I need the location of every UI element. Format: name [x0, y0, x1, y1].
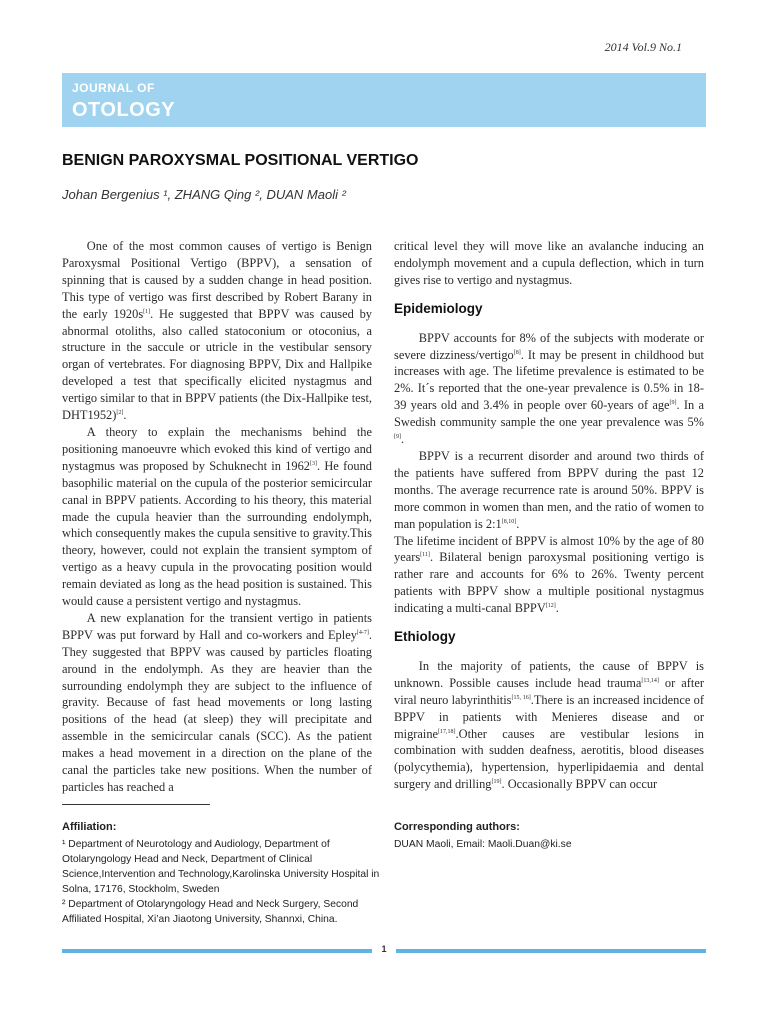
- page-number: 1: [381, 944, 387, 954]
- article-authors: Johan Bergenius ¹, ZHANG Qing ², DUAN Maoli ²: [62, 187, 346, 202]
- affiliation-1: ¹ Department of Neurotology and Audiology, Department of Otolaryngology Head and Neck, Department of Clinical Science,Intervention and Technology,Karolinska University Hospital in Solna, 17176, Stockholm, Sweden: [62, 839, 380, 895]
- ethiology-paragraph-1: In the majority of patients, the cause of BPPV is unknown. Possible causes include head trauma[13,14] or after viral neuro labyrinthitis[15, 16].There is an increased incidence of BPPV in patients with Menieres disease and or migraine[17,18].Other causes are vestibular lesions in combination with sudden deafness, aerotitis, blood diseases (polycythemia), hypertension, hyperlipidaemia and dental surgery and drilling[19]. Occasionally BPPV can occur: [394, 658, 704, 792]
- right-column: [394, 238, 704, 793]
- intro-paragraph-1: One of the most common causes of vertigo is Benign Paroxysmal Positional Vertigo (BPPV), a sensation of spinning that is caused by a sudden change in head position. This type of vertigo was first described by Robert Barany in the early 1920s[1]. He suggested that BPPV was caused by abnormal otoliths, also called statoconium or otoconius, a structure in the saccule or utricle in the vestibular sensory organ of vertebrates. For diagnosing BPPV, Dix and Hallpike developed a test that specifically elicited nystagmus and vertigo similar to that in BPPV patients (the Dix-Hallpike test, DHT1952)[2].: [62, 239, 372, 423]
- intro-paragraph-2: A theory to explain the mechanisms behind the positioning manoeuvre which evoked this kind of vertigo and nystagmus was proposed by Schuknecht in 1962[3]. He found basophilic material on the cupula of the posterior semicircular canal in BPPV patients. According to his theory, this material made the cupula heavier than the surrounding endolymph, which consequently makes the cupula sensitive to gravity.This theory, however, could not explain the transient symptom of vertigo as a heavy cupula in the provocating position would remain deviated as long as the head position is sustained. This would cause a persistent vertigo and nystagmus.: [62, 424, 372, 609]
- corresponding-author: DUAN Maoli, Email: Maoli.Duan@ki.se: [394, 839, 572, 850]
- epidemiology-paragraph-2: BPPV is a recurrent disorder and around two thirds of the patients have suffered from BPPV during the past 12 months. The average recurrence rate is around 50%. BPPV is more common in women than men, and the ratio of women to man population is 2:1[8,10].: [394, 448, 704, 531]
- issue-label: 2014 Vol.9 No.1: [604, 40, 682, 54]
- left-column: [62, 238, 372, 796]
- corresponding-title: Corresponding authors:: [394, 821, 520, 833]
- journal-name-top: JOURNAL OF: [72, 81, 155, 95]
- footnote-divider: [62, 804, 210, 805]
- article-title: BENIGN PAROXYSMAL POSITIONAL VERTIGO: [62, 152, 419, 169]
- epidemiology-paragraph-3: The lifetime incident of BPPV is almost 10% by the age of 80 years[11]. Bilateral benign paroxysmal positioning vertigo is rather rare and accounts for 6% to 26%. Twenty percent patients with BPPV show a multiple positional nystagmus indicating a multi-canal BPPV[12].: [394, 533, 704, 616]
- epidemiology-paragraph-1: BPPV accounts for 8% of the subjects with moderate or severe dizziness/vertigo[8]. It may be present in childhood but increases with age. The lifetime prevalence is estimated to be 2%. It´s reported that the one-year prevalence is 0.5% in 18-39 years old and 3.4% in people over 60-years of age[9]. In a Swedish community sample the one year prevalence was 5%[9].: [394, 330, 704, 447]
- heading-epidemiology: Epidemiology: [394, 300, 483, 316]
- affiliation-2: ² Department of Otolaryngology Head and Neck Surgery, Second Affiliated Hospital, Xi’an Jiaotong University, Shannxi, China.: [62, 899, 359, 925]
- journal-name-main: OTOLOGY: [72, 99, 176, 121]
- intro-continuation: critical level they will move like an avalanche inducing an endolymph movement and a cupula deflection, which in turn gives rise to vertigo and nystagmus.: [394, 239, 704, 287]
- intro-paragraph-3: A new explanation for the transient vertigo in patients BPPV was put forward by Hall and co-workers and Epley[4-7]. They suggested that BPPV was caused by particles floating around in the endolymph. As they are heavier than the surrounding endolymph they are subject to the influence of gravity. Because of fast head movements or long lasting positions of the head (at sleep) they will precipitate and assemble in the semicircular canals (SCC). As the patient makes a head movement in a direction on the plane of the canal the particles take new positions. When the number of particles has reached a: [62, 610, 372, 794]
- affiliation-title: Affiliation:: [62, 821, 117, 833]
- corresponding-block: [394, 820, 706, 852]
- journal-banner: [62, 73, 706, 127]
- heading-ethiology: Ethiology: [394, 629, 456, 645]
- affiliation-block: [62, 820, 380, 927]
